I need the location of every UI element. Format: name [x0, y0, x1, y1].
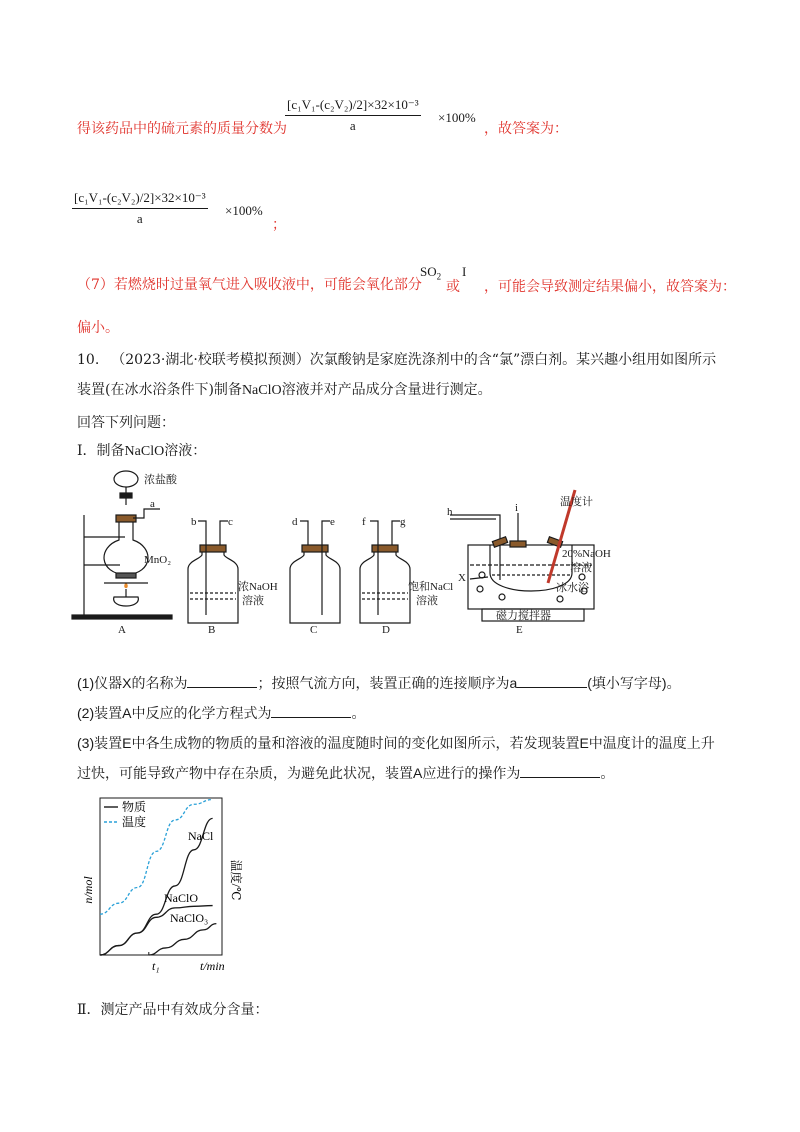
label-port-c: c — [228, 516, 233, 528]
label-nacl-sat: 饱和NaCl — [408, 581, 454, 593]
label-port-g: g — [400, 516, 406, 528]
label-port-e: e — [330, 516, 335, 528]
fraction-numerator: [c₁V₁-(c₂V₂)/2]×32×10⁻³ — [72, 190, 208, 209]
answer-blank[interactable] — [187, 673, 257, 688]
stand-base — [72, 615, 172, 619]
question-2: (2)装置A中反应的化学方程式为 。 — [77, 705, 366, 721]
question-10-intro-2: 装置(在冰水浴条件下)制备NaClO溶液并对产品成分含量进行测定。 — [77, 382, 492, 398]
product-chart — [80, 790, 270, 980]
question-3-line-2: 过快，可能导致产物中存在杂质，为避免此状况，装置A应进行的操作为 。 — [77, 765, 615, 781]
label-naoh20-solution: 溶液 — [570, 562, 592, 574]
apparatus-figure — [70, 465, 630, 637]
series-label-naclo3: NaClO₃ — [170, 911, 209, 925]
answer-prompt: 回答下列问题： — [77, 415, 175, 431]
bottle-d — [360, 551, 410, 623]
bottle-c — [290, 551, 340, 623]
chart-frame — [100, 798, 222, 955]
y-axis-label: n/mol — [81, 876, 95, 904]
label-thermometer: 温度计 — [560, 496, 593, 508]
label-nacl-solution: 溶液 — [416, 595, 438, 607]
y2-axis-label: 温度/℃ — [229, 859, 243, 901]
answer-blank[interactable] — [520, 763, 600, 778]
label-naoh-solution: 溶液 — [242, 595, 264, 607]
legend-substance: 物质 — [122, 800, 147, 814]
or-word: 或 — [446, 279, 460, 295]
question-3: (3)装置E中各生成物的物质的量和溶液的温度随时间的变化如图所示，若发现装置E中温度计的温度上升 — [77, 735, 715, 751]
series-label-nacl: NaCl — [188, 829, 214, 843]
bottle-b — [188, 551, 238, 623]
label-port-b: b — [191, 516, 197, 528]
label-stirrer: 磁力搅拌器 — [496, 610, 551, 622]
label-conc-hcl: 浓盐酸 — [144, 474, 177, 486]
label-naoh20: 20%NaOH — [562, 548, 611, 560]
series-label-naclo: NaClO — [164, 891, 198, 905]
question-7-answer: （7）若燃烧时过量氧气进入吸收液中，可能会氧化部分 — [77, 277, 422, 293]
answer-line-2-suffix: ； — [272, 217, 286, 233]
question-7-suffix: ，可能会导致测定结果偏小，故答案为： — [484, 279, 736, 295]
fraction-denominator: a — [136, 211, 143, 226]
answer-line-1-prefix: 得该药品中的硫元素的质量分数为 — [77, 121, 287, 137]
times-100-2: ×100% — [225, 203, 263, 218]
fraction-numerator: [c₁V₁-(c₂V₂)/2]×32×10⁻³ — [285, 97, 421, 116]
question-7-final: 偏小。 — [77, 320, 119, 336]
answer-blank[interactable] — [271, 703, 351, 718]
label-b: B — [208, 624, 216, 636]
answer-line-1-suffix: ，故答案为： — [484, 121, 568, 137]
answer-line-1 — [77, 119, 287, 139]
label-port-i: i — [515, 502, 519, 514]
label-port-f: f — [362, 516, 366, 528]
iodide-symbol: I — [462, 264, 467, 279]
so2-formula: $SO_2$ — [420, 264, 442, 282]
round-flask — [104, 520, 148, 575]
part-2-heading: Ⅱ．测定产品中有效成分含量： — [77, 1002, 269, 1018]
label-naoh-conc: 浓NaOH — [238, 581, 278, 593]
label-ice-bath: 冰水浴 — [556, 582, 589, 594]
question-1: (1)仪器X的名称为 ；按照气流方向，装置正确的连接顺序为a (填小写字母)。 — [77, 675, 681, 691]
legend-temperature: 温度 — [122, 815, 147, 829]
label-a: A — [118, 624, 126, 636]
label-d: D — [382, 624, 390, 636]
x-tick-t1: t₁ — [152, 959, 160, 973]
question-10-intro: 10. （2023·湖北·校联考模拟预测）次氯酸钠是家庭洗涤剂中的含“氯”漂白剂。某兴趣小组用如图所示 — [77, 352, 717, 368]
label-port-d: d — [292, 516, 298, 528]
separatory-funnel — [114, 471, 138, 487]
label-e: E — [516, 624, 523, 636]
fraction-denominator: a — [349, 118, 356, 133]
part-1-heading: Ⅰ．制备NaClO溶液： — [77, 443, 207, 459]
alcohol-lamp — [114, 597, 139, 606]
answer-fraction-1 — [285, 97, 421, 134]
label-port-h: h — [447, 506, 453, 518]
label-port-a: a — [150, 498, 155, 510]
times-100-1: ×100% — [438, 110, 476, 125]
x-axis-label: t/min — [200, 959, 225, 973]
answer-fraction-2 — [72, 190, 208, 227]
series-line-2 — [149, 924, 217, 955]
label-x: X — [458, 572, 466, 584]
answer-blank[interactable] — [517, 673, 587, 688]
label-c: C — [310, 624, 318, 636]
label-mno2: MnO₂ — [144, 554, 172, 566]
